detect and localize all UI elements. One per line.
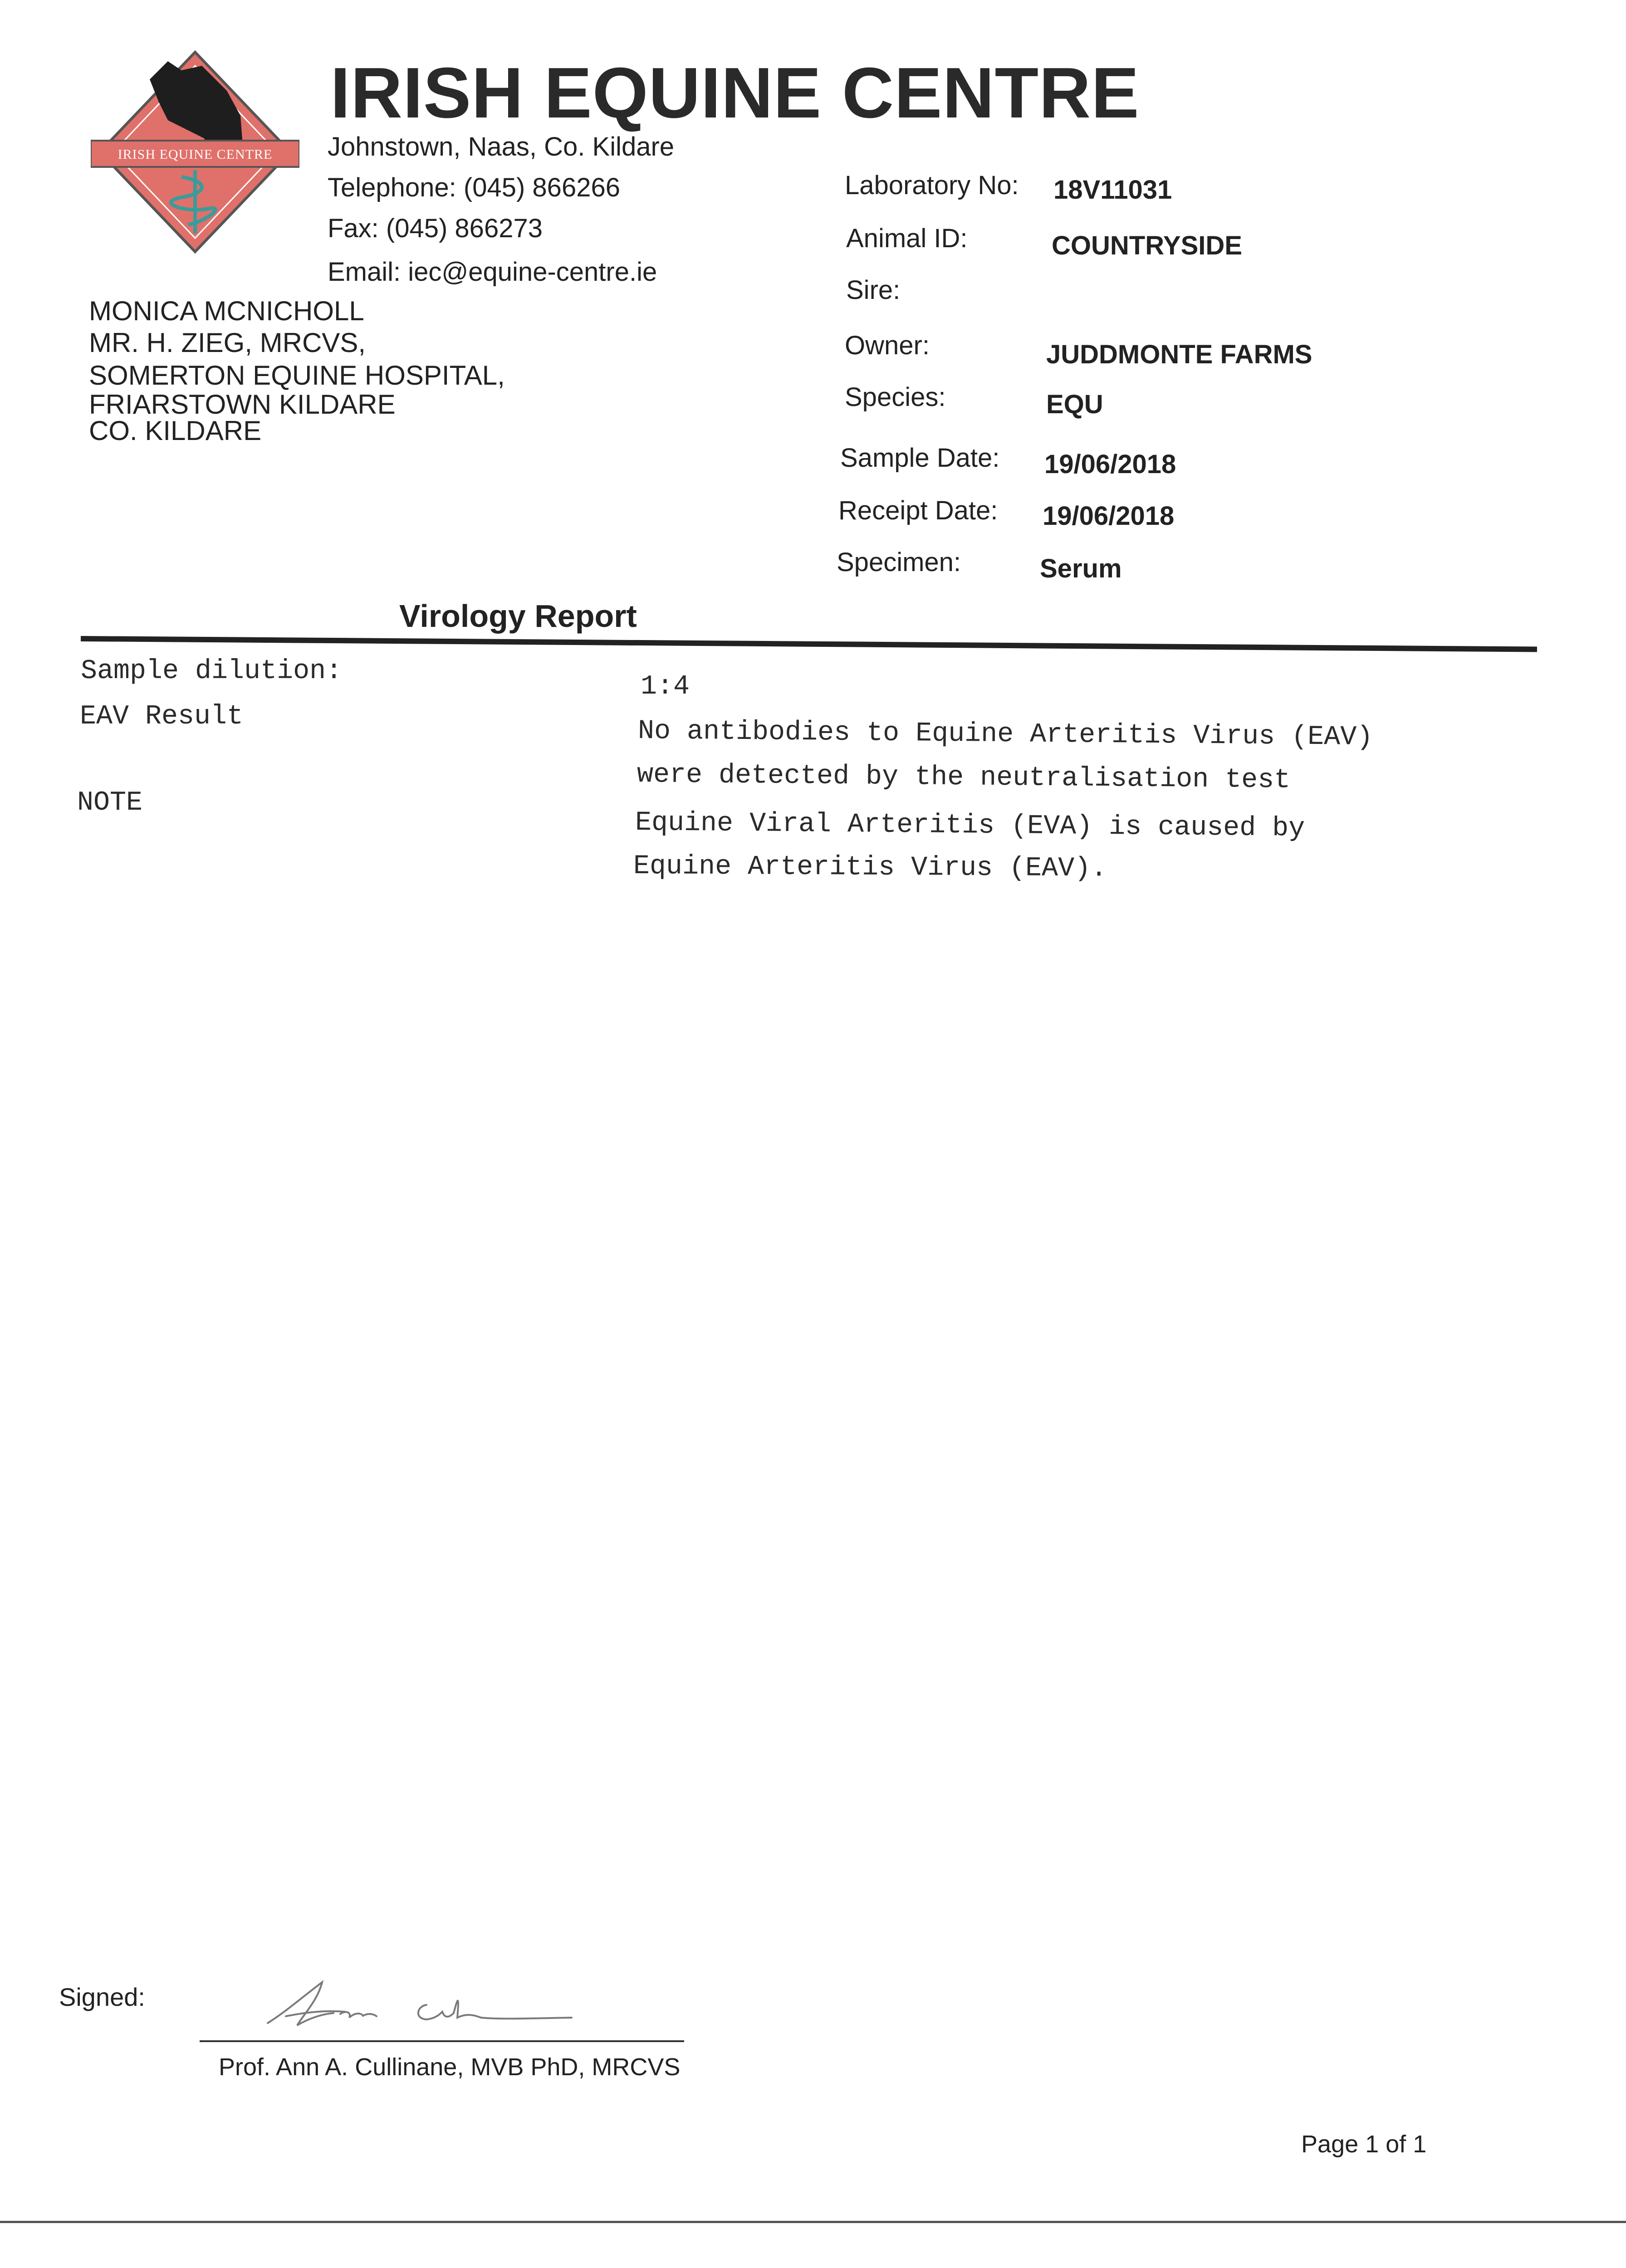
sample-dilution-value: 1:4 (641, 671, 690, 702)
animal-id-label: Animal ID: (846, 224, 968, 253)
signer-name: Prof. Ann A. Cullinane, MVB PhD, MRCVS (219, 2053, 681, 2081)
owner-label: Owner: (845, 331, 930, 360)
recipient-line: FRIARSTOWN KILDARE (89, 389, 396, 420)
report-title: Virology Report (399, 598, 637, 634)
eav-result-line: were detected by the neutralisation test (637, 759, 1291, 796)
sample-date-label: Sample Date: (840, 443, 1000, 473)
recipient-line: MONICA MCNICHOLL (89, 296, 364, 326)
bottom-divider (0, 2221, 1626, 2223)
handwritten-signature (254, 1969, 608, 2032)
recipient-line: SOMERTON EQUINE HOSPITAL, (89, 360, 505, 391)
fax: Fax: (045) 866273 (328, 214, 543, 243)
irish-equine-centre-logo (91, 48, 299, 256)
lab-no-value: 18V11031 (1053, 175, 1172, 205)
species-value: EQU (1046, 390, 1103, 419)
recipient-line: MR. H. ZIEG, MRCVS, (89, 327, 366, 358)
sample-dilution-label: Sample dilution: (81, 656, 343, 687)
receipt-date-value: 19/06/2018 (1043, 501, 1175, 531)
eav-result-line: No antibodies to Equine Arteritis Virus (EAV) (637, 716, 1373, 753)
sire-label: Sire: (846, 275, 901, 305)
note-label: NOTE (77, 787, 143, 818)
svg-text:IRISH EQUINE CENTRE: IRISH EQUINE CENTRE (118, 147, 273, 162)
telephone: Telephone: (045) 866266 (328, 173, 620, 202)
specimen-value: Serum (1040, 554, 1122, 583)
sample-date-value: 19/06/2018 (1044, 450, 1176, 479)
specimen-label: Specimen: (837, 547, 961, 577)
organization-name: IRISH EQUINE CENTRE (330, 53, 1140, 133)
owner-value: JUDDMONTE FARMS (1046, 340, 1313, 369)
eav-result-label: EAV Result (80, 701, 244, 732)
signed-label: Signed: (59, 1983, 145, 2011)
species-label: Species: (845, 382, 946, 412)
note-line: Equine Viral Arteritis (EVA) is caused by (635, 807, 1305, 844)
email: Email: iec@equine-centre.ie (328, 257, 657, 287)
note-line: Equine Arteritis Virus (EAV). (633, 851, 1107, 885)
section-divider (81, 636, 1537, 652)
lab-no-label: Laboratory No: (845, 171, 1019, 200)
recipient-line: CO. KILDARE (89, 415, 262, 446)
page-number: Page 1 of 1 (1301, 2131, 1427, 2158)
animal-id-value: COUNTRYSIDE (1052, 231, 1242, 260)
receipt-date-label: Receipt Date: (838, 496, 998, 525)
address: Johnstown, Naas, Co. Kildare (328, 132, 675, 161)
signature-line (200, 2040, 684, 2042)
